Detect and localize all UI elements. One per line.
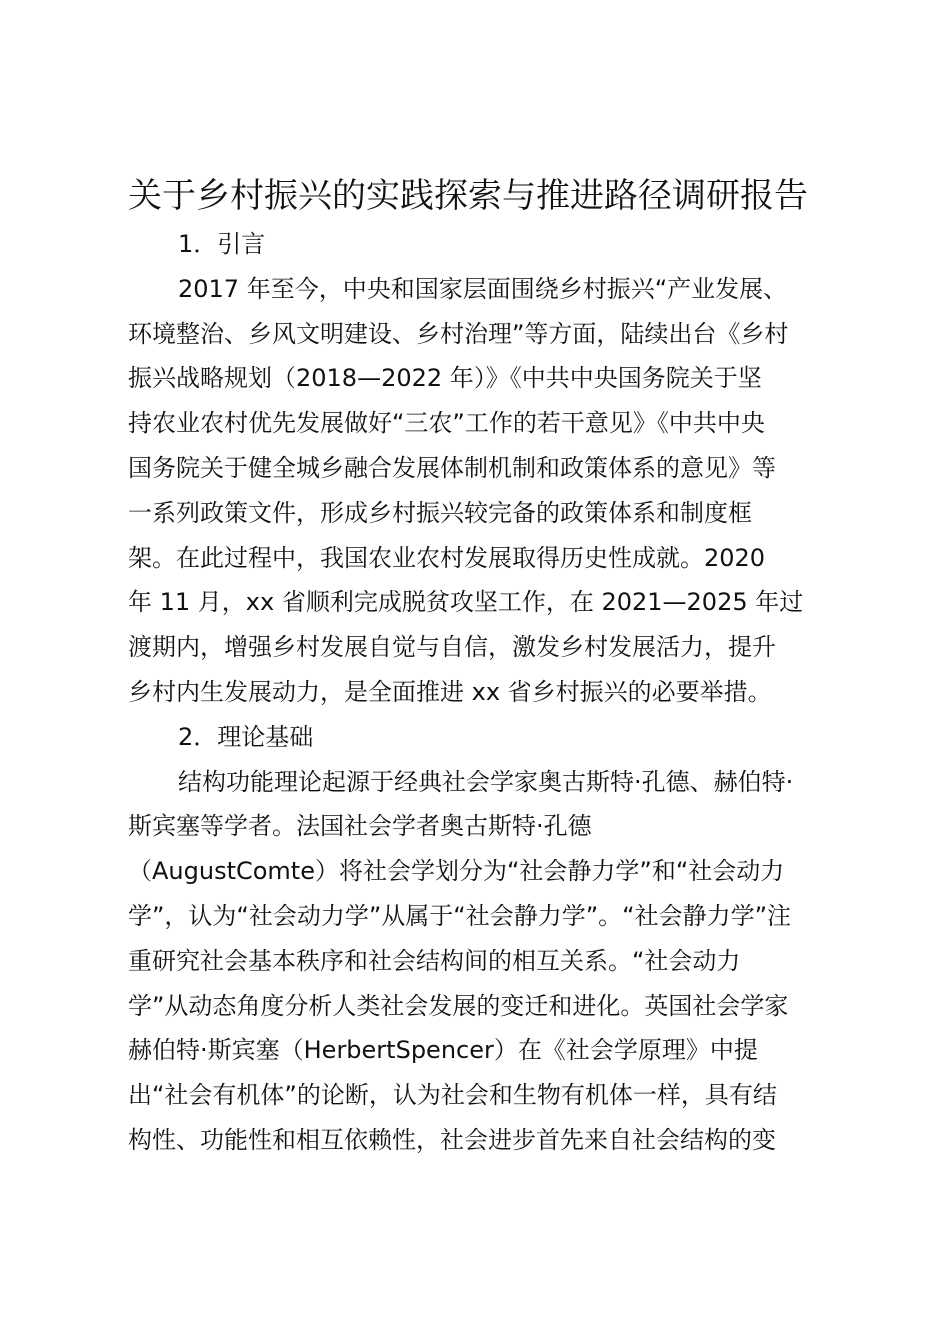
paragraph-line: 重研究社会基本秩序和社会结构间的相互关系。“社会动力 [128,946,741,975]
paragraph-line: （AugustComte）将社会学划分为“社会静力学”和“社会动力 [128,857,785,886]
paragraph-line: 年 11 月，xx 省顺利完成脱贫攻坚工作，在 2021—2025 年过 [128,588,804,617]
paragraph-line: 斯宾塞等学者。法国社会学者奥古斯特·孔德 [128,812,592,841]
paragraph-line: 出“社会有机体”的论断，认为社会和生物有机体一样，具有结 [128,1081,777,1110]
paragraph-line: 环境整治、乡风文明建设、乡村治理”等方面，陆续出台《乡村 [128,319,789,348]
paragraph-line: 振兴战略规划（2018—2022 年）》《中共中央国务院关于坚 [128,364,762,393]
paragraph-line: 国务院关于健全城乡融合发展体制机制和政策体系的意见》等 [128,453,776,482]
paragraph-line: 架。在此过程中，我国农业农村发展取得历史性成就。2020 [128,543,766,572]
paragraph-line: 持农业农村优先发展做好“三农”工作的若干意见》《中共中央 [128,409,765,438]
paragraph-line: 一系列政策文件，形成乡村振兴较完备的政策体系和制度框 [128,498,752,527]
paragraph-line: 结构功能理论起源于经典社会学家奥古斯特·孔德、赫伯特· [178,767,794,796]
section-heading-theory: 2．理论基础 [178,722,314,751]
paragraph-line: 构性、功能性和相互依赖性，社会进步首先来自社会结构的变 [128,1125,776,1154]
paragraph-line: 乡村内生发展动力，是全面推进 xx 省乡村振兴的必要举措。 [128,677,772,706]
paragraph-line: 渡期内，增强乡村发展自觉与自信，激发乡村发展活力，提升 [128,633,776,662]
paragraph-line: 学”，认为“社会动力学”从属于“社会静力学”。“社会静力学”注 [128,901,792,930]
paragraph-line: 赫伯特·斯宾塞（HerbertSpencer）在《社会学原理》中提 [128,1036,758,1065]
document-body [128,222,838,1163]
document-title: 关于乡村振兴的实践探索与推进路径调研报告 [128,176,808,216]
paragraph-line: 学”从动态角度分析人类社会发展的变迁和进化。英国社会学家 [128,991,789,1020]
section-heading-introduction: 1．引言 [178,230,266,258]
paragraph-line: 2017 年至今，中央和国家层面围绕乡村振兴“产业发展、 [178,274,788,303]
